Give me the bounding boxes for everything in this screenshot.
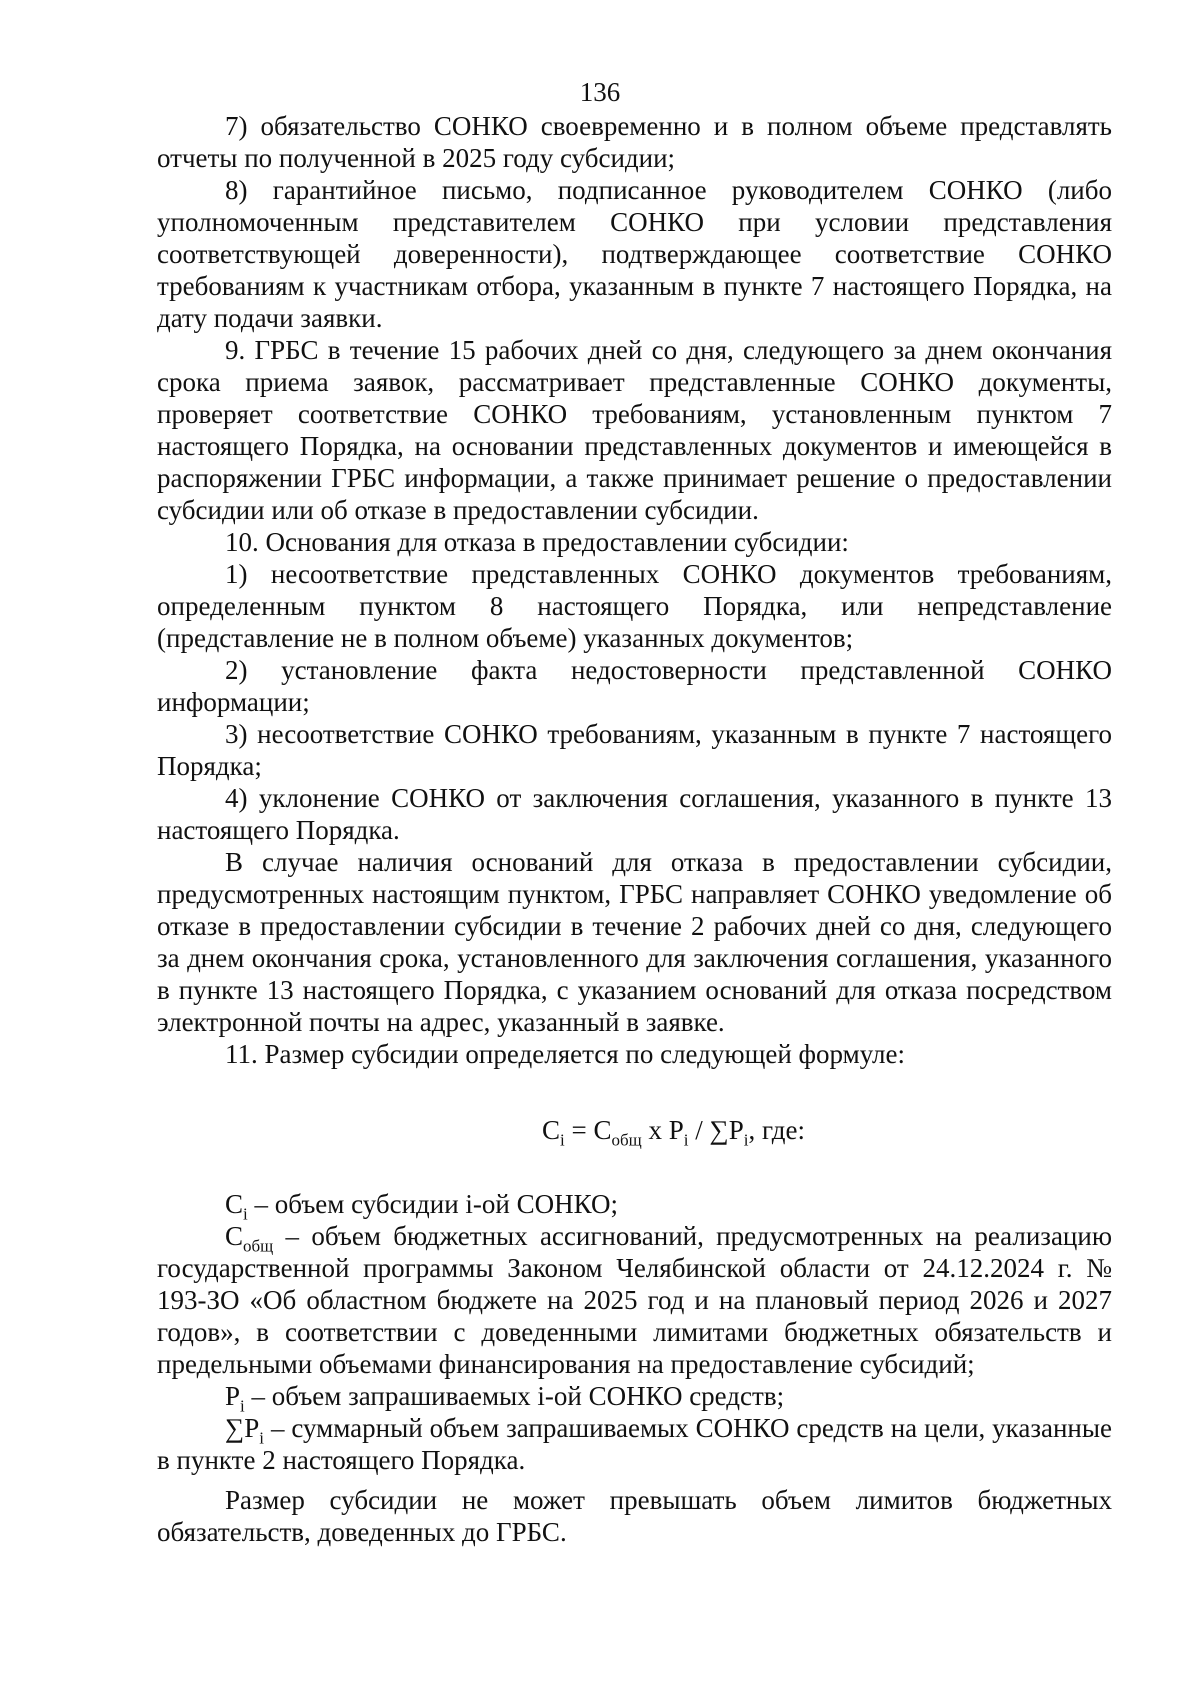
- paragraph-ground-2: 2) установление факта недостоверности представленной СОНКО информации;: [157, 655, 1112, 717]
- formula-tail: , где:: [748, 1115, 805, 1145]
- formula-sub-i-3: i: [743, 1130, 749, 1150]
- formula-slash: / ∑P: [688, 1115, 744, 1145]
- sum-pi-text: – суммарный объем запрашиваемых СОНКО средств на цели, указанные в пункте 2 настоящего Порядка.: [157, 1413, 1112, 1475]
- paragraph-clause-9: 9. ГРБС в течение 15 рабочих дней со дня, следующего за днем окончания срока приема заявок, рассматривает представленные СОНКО документы, проверяет соответствие СОНКО требованиям, установленным пунктом 7 настоящего Порядка, на основании представленных документов и имеющейся в распоряжении ГРБС информации, а также принимает решение о предоставлении субсидии или об отказе в предоставлении субсидии.: [157, 335, 1112, 525]
- paragraph-refusal-notice: В случае наличия оснований для отказа в предоставлении субсидии, предусмотренных настоящим пунктом, ГРБС направляет СОНКО уведомление об отказе в предоставлении субсидии в течение 2 рабочих дней со дня, следующего за днем окончания срока, установленного для заключения соглашения, указанного в пункте 13 настоящего Порядка, с указанием оснований для отказа посредством электронной почты на адрес, указанный в заявке.: [157, 847, 1112, 1037]
- cobsh-text: – объем бюджетных ассигнований, предусмотренных на реализацию государственной программы Законом Челябинской области от 24.12.2024 г. № 193-ЗО «Об областном бюджете на 2025 год и на плановый период 2026 и 2027 годов», в соответствии с доведенными лимитами бюджетных обязательств и предельными объемами финансирования на предоставление субсидий;: [157, 1221, 1112, 1379]
- paragraph-clause-10: 10. Основания для отказа в предоставлении субсидии:: [225, 527, 849, 557]
- page-number: 136: [579, 77, 621, 107]
- sum-pi-symbol: ∑P: [225, 1413, 260, 1443]
- cobsh-subscript: общ: [243, 1236, 274, 1256]
- definition-sum-pi: [157, 1412, 1112, 1476]
- paragraph-item-7: 7) обязательство СОНКО своевременно и в полном объеме представлять отчеты по полученной в 2025 году субсидии;: [157, 111, 1112, 173]
- paragraph-subsidy-limit: Размер субсидии не может превышать объем лимитов бюджетных обязательств, доведенных до ГРБС.: [157, 1485, 1112, 1547]
- ci-text: – объем субсидии i-ой СОНКО;: [247, 1189, 618, 1219]
- ci-subscript: i: [243, 1204, 248, 1224]
- formula-sub-obsh: общ: [611, 1130, 642, 1150]
- paragraph-ground-3: 3) несоответствие СОНКО требованиям, указанным в пункте 7 настоящего Порядка;: [157, 719, 1112, 781]
- paragraph-ground-4: 4) уклонение СОНКО от заключения соглашения, указанного в пункте 13 настоящего Порядка.: [157, 783, 1112, 845]
- cobsh-symbol: C: [225, 1221, 244, 1251]
- definition-ci: [157, 1188, 1112, 1224]
- paragraph-ground-1: 1) несоответствие представленных СОНКО документов требованиям, определенным пунктом 8 настоящего Порядка, или непредставление (представление не в полном объеме) указанных документов;: [157, 559, 1112, 653]
- definition-cobsh: [157, 1220, 1112, 1380]
- formula-sub-i-2: i: [683, 1130, 689, 1150]
- document-body: [157, 110, 1112, 1548]
- pi-text: – объем запрашиваемых i-ой СОНКО средств;: [244, 1381, 785, 1411]
- formula-eq: = C: [564, 1115, 612, 1145]
- paragraph-clause-11: 11. Размер субсидии определяется по следующей формуле:: [225, 1039, 905, 1069]
- formula-c: C: [542, 1115, 561, 1145]
- pi-subscript: i: [240, 1396, 245, 1416]
- paragraph-item-8: 8) гарантийное письмо, подписанное руководителем СОНКО (либо уполномоченным представителем СОНКО при условии представления соответствующей доверенности), подтверждающее соответствие СОНКО требованиям к участникам отбора, указанным в пункте 7 настоящего Порядка, на дату подачи заявки.: [157, 175, 1112, 333]
- formula-sub-i: i: [560, 1130, 565, 1150]
- formula-x: x P: [641, 1115, 684, 1145]
- ci-symbol: C: [225, 1189, 244, 1219]
- definition-pi: [157, 1380, 1112, 1416]
- sum-pi-subscript: i: [259, 1428, 264, 1448]
- pi-symbol: P: [225, 1381, 241, 1411]
- subsidy-formula: [157, 1114, 1112, 1150]
